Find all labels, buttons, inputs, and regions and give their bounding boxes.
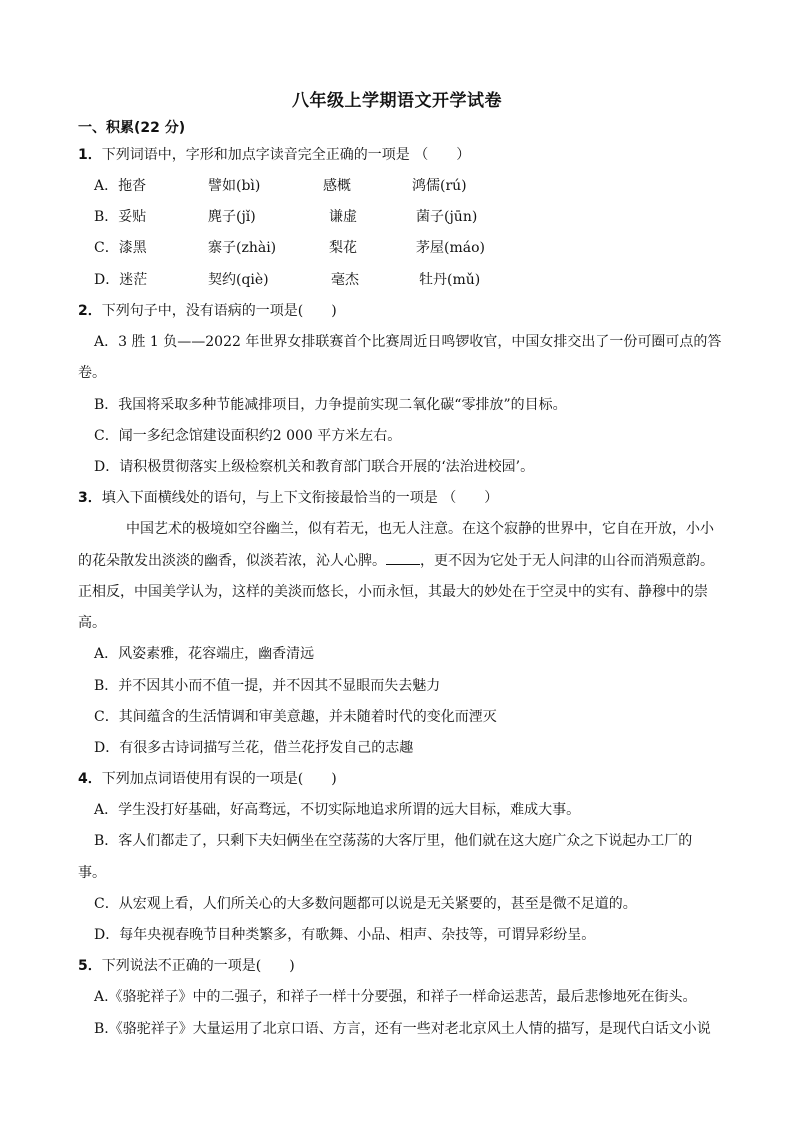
q2-option-b: B．我国将采取多种节能减排项目，力争提前实现二氧化碳“零排放”的目标。 xyxy=(94,397,567,413)
q3-option-d: D．有很多古诗词描写兰花，借兰花抒发自己的志趣 xyxy=(94,740,414,756)
page-title: 八年级上学期语文开学试卷 xyxy=(292,91,502,111)
passage-line: 中国艺术的极境如空谷幽兰，似有若无，也无人注意。在这个寂静的世界中，它自在开放，小小 xyxy=(126,521,714,537)
option-word: 毫杰 xyxy=(331,272,359,288)
option-word: 茅屋(máo) xyxy=(416,240,485,256)
q5-option-a: A.《骆驼祥子》中的二强子，和祥子一样十分要强，和祥子一样命运悲苦，最后悲惨地死在街头。 xyxy=(94,989,697,1005)
option-word: D．迷茫 xyxy=(94,272,148,288)
question-number: 1． xyxy=(78,147,102,163)
question-3 xyxy=(78,488,498,508)
passage-line xyxy=(78,551,714,571)
option-word: 契约(qiè) xyxy=(208,272,269,288)
option-word: 谦虚 xyxy=(329,209,357,225)
option-word: 梨花 xyxy=(329,240,357,256)
question-5 xyxy=(78,956,295,976)
question-stem: 下列词语中，字形和加点字读音完全正确的一项是 （ ） xyxy=(101,147,471,163)
option-word: 麂子(jǐ) xyxy=(208,209,256,225)
question-2 xyxy=(78,301,337,321)
option-word: 寨子(zhài) xyxy=(208,240,277,256)
q4-option-d: D．每年央视春晚节目种类繁多，有歌舞、小品、相声、杂技等，可谓异彩纷呈。 xyxy=(94,927,596,943)
passage-text: ，更不因为它处于无人问津的山谷而消殒意韵。 xyxy=(420,553,714,569)
q3-option-b: B．并不因其小而不值一提，并不因其不显眼而失去魅力 xyxy=(94,678,441,694)
option-word: 鸿儒(rú) xyxy=(412,178,467,194)
option-word: A．拖沓 xyxy=(94,178,147,194)
option-word: 感概 xyxy=(323,178,351,194)
fill-blank xyxy=(386,552,420,565)
section-heading: 一、积累(22 分) xyxy=(78,120,186,136)
q5-option-b: B.《骆驼祥子》大量运用了北京口语、方言，还有一些对老北京风土人情的描写，是现代白话文小说 xyxy=(94,1021,711,1037)
option-word: 菌子(jūn) xyxy=(416,209,478,225)
option-word: 譬如(bì) xyxy=(208,178,261,194)
passage-text: 的花朵散发出淡淡的幽香，似淡若浓，沁人心脾。 xyxy=(78,553,386,569)
question-stem: 下列说法不正确的一项是( ) xyxy=(101,958,295,974)
q2-option-d: D．请积极贯彻落实上级检察机关和教育部门联合开展的‘法治进校园’。 xyxy=(94,459,535,475)
question-number: 3． xyxy=(78,490,102,506)
question-number: 4． xyxy=(78,771,102,787)
option-word: B．妥贴 xyxy=(94,209,147,225)
q4-option-b-cont: 事。 xyxy=(78,865,106,881)
option-word: C．漆黑 xyxy=(94,240,147,256)
q2-option-a: A．3 胜 1 负——2022 年世界女排联赛首个比赛周近日鸣锣收官，中国女排交出了一份可圈可点的答 xyxy=(94,334,722,350)
q4-option-c: C．从宏观上看，人们所关心的大多数问题都可以说是无关紧要的，甚至是微不足道的。 xyxy=(94,896,637,912)
q2-option-a-cont: 卷。 xyxy=(78,365,106,381)
question-1 xyxy=(78,145,470,165)
q3-option-a: A．风姿素雅，花容端庄，幽香清远 xyxy=(94,646,315,662)
passage-line: 高。 xyxy=(78,615,106,631)
q2-option-c: C．闻一多纪念馆建设面积约2 000 平方米左右。 xyxy=(94,428,402,444)
option-word: 牡丹(mǔ) xyxy=(419,272,481,288)
question-stem: 下列句子中，没有语病的一项是( ) xyxy=(101,303,337,319)
question-number: 2． xyxy=(78,303,102,319)
question-number: 5． xyxy=(78,958,102,974)
q4-option-a: A．学生没打好基础，好高骛远，不切实际地追求所谓的远大目标，难成大事。 xyxy=(94,802,581,818)
question-4 xyxy=(78,769,337,789)
q3-option-c: C．其间蕴含的生活情调和审美意趣，并未随着时代的变化而湮灭 xyxy=(94,709,497,725)
q4-option-b: B．客人们都走了，只剩下夫妇俩坐在空荡荡的大客厅里，他们就在这大庭广众之下说起办工厂的 xyxy=(94,833,693,849)
passage-line: 正相反，中国美学认为，这样的美淡而悠长，小而永恒，其最大的妙处在于空灵中的实有、静穆中的崇 xyxy=(78,584,708,600)
question-stem: 下列加点词语使用有误的一项是( ) xyxy=(101,771,337,787)
question-stem: 填入下面横线处的语句，与上下文衔接最恰当的一项是 （ ） xyxy=(101,490,499,506)
